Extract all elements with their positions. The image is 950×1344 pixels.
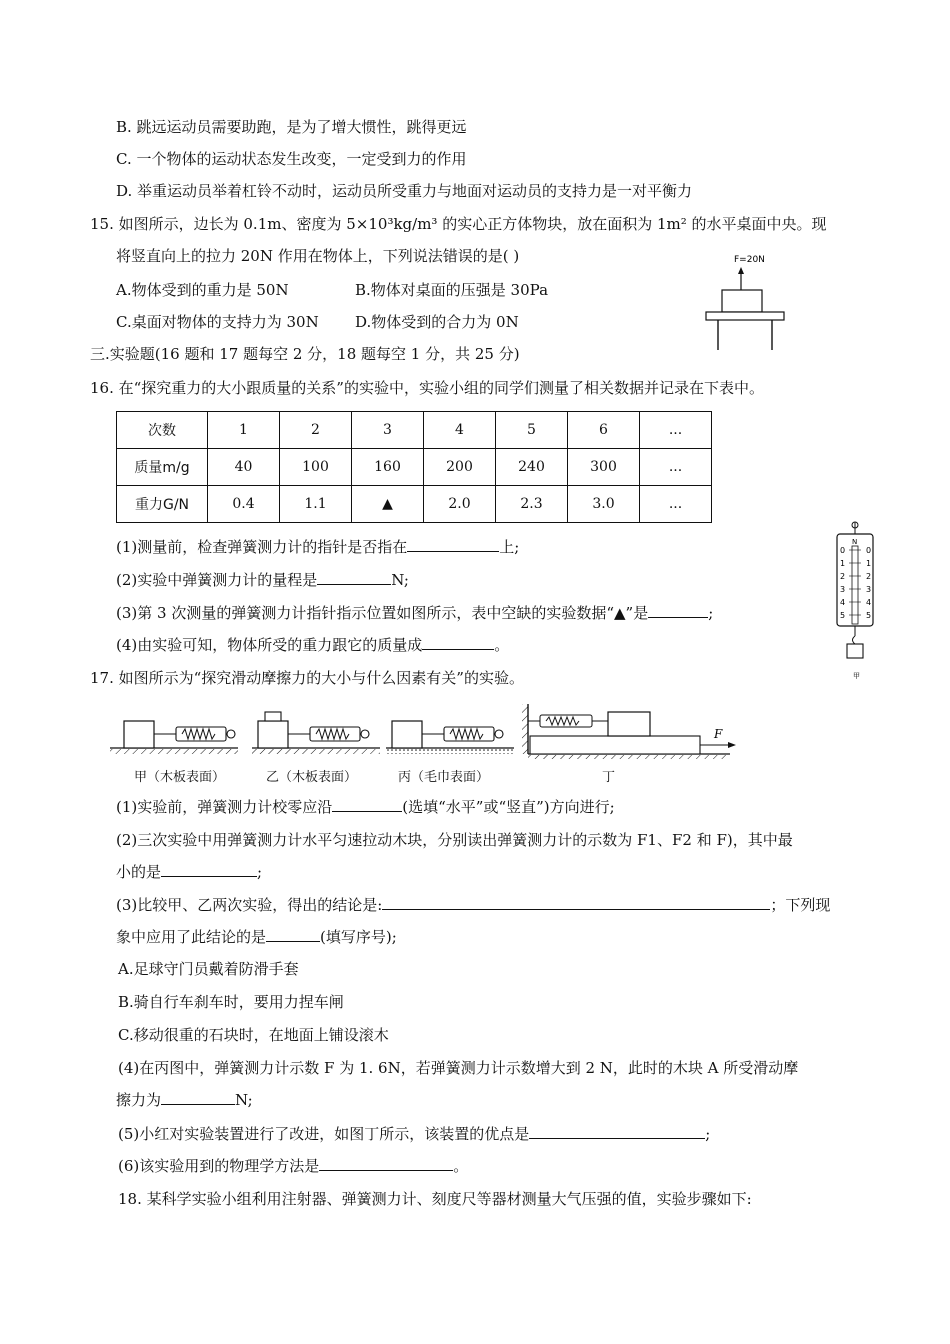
meter-tick-label-left: 1	[840, 559, 846, 568]
q17-sub4a: (4)在丙图中，弹簧测力计示数 F 为 1. 6N，若弹簧测力计示数增大到 2 N，此时的木块 A 所受滑动摩	[118, 1059, 799, 1077]
answer-blank[interactable]	[529, 1124, 705, 1139]
meter-tick-label-right: 4	[866, 598, 872, 607]
table-cell: ...	[640, 412, 712, 449]
q17-option-a: A.足球守门员戴着防滑手套	[118, 960, 299, 978]
table-cell: 4	[424, 412, 496, 449]
q17-sub5	[118, 1124, 710, 1144]
q17-sub3a-text: (3)比较甲、乙两次实验，得出的结论是:	[116, 896, 383, 914]
answer-blank[interactable]	[266, 927, 320, 942]
meter-tick-label-right: 2	[866, 572, 872, 581]
table-cell: ▲	[352, 486, 424, 523]
q16-meter-unit: N	[852, 538, 858, 546]
table-cell: ...	[640, 449, 712, 486]
answer-blank[interactable]	[161, 1090, 235, 1105]
meter-tick-label-left: 0	[840, 546, 846, 555]
table-cell: 2	[280, 412, 352, 449]
table-cell: 1.1	[280, 486, 352, 523]
q15-option-a: A.物体受到的重力是 50N	[116, 281, 289, 299]
q16-data-table	[116, 411, 712, 523]
q17-sub2b-text: 小的是	[116, 863, 162, 881]
answer-blank[interactable]	[332, 797, 402, 812]
table-cell: 2.3	[496, 486, 568, 523]
q16-sub3-text: (3)第 3 次测量的弹簧测力计指针指示位置如图所示，表中空缺的实验数据“▲”是	[116, 604, 649, 622]
q16-sub4-end: 。	[494, 636, 510, 654]
q17-sub5-end: ;	[705, 1125, 711, 1143]
table-cell: 240	[496, 449, 568, 486]
table-cell: 5	[496, 412, 568, 449]
q17-sub1-end: (选填“水平”或“竖直”)方向进行;	[402, 798, 615, 816]
table-cell: 1	[208, 412, 280, 449]
q16-meter-caption: 甲	[853, 672, 860, 680]
q15-stem-line1: 15. 如图所示，边长为 0.1m、密度为 5×10³kg/m³ 的实心正方体物块，放在面积为 1m² 的水平桌面中央。现	[90, 215, 827, 233]
meter-tick-label-right: 3	[866, 585, 872, 594]
answer-blank[interactable]	[382, 895, 770, 910]
q17-sub4b-text: 擦力为	[116, 1091, 162, 1109]
q16-sub1	[116, 537, 519, 557]
q16-sub4	[116, 635, 509, 655]
table-cell: 300	[568, 449, 640, 486]
q17-stem: 17. 如图所示为“探究滑动摩擦力的大小与什么因素有关”的实验。	[90, 669, 524, 687]
table-row	[117, 449, 712, 486]
q17-sub3a-end: ；下列现	[770, 896, 831, 914]
fig-label-ding: 丁	[602, 770, 616, 785]
q17-sub5-text: (5)小红对实验装置进行了改进，如图丁所示，该装置的优点是	[118, 1125, 530, 1143]
q16-sub1-text: (1)测量前，检查弹簧测力计的指针是否指在	[116, 538, 408, 556]
q17-option-c: C.移动很重的石块时，在地面上铺设滚木	[118, 1026, 389, 1044]
q16-sub3	[116, 603, 713, 623]
q16-sub2	[116, 570, 409, 590]
table-cell: 40	[208, 449, 280, 486]
q17-sub1-text: (1)实验前，弹簧测力计校零应沿	[116, 798, 333, 816]
table-cell: 3.0	[568, 486, 640, 523]
meter-tick-label-right: 0	[866, 546, 872, 555]
q15-force-label: F=20N	[734, 255, 765, 265]
q17-sub3b-end: (填写序号);	[320, 928, 397, 946]
q17-sub2b	[116, 862, 262, 882]
q16-sub3-end: ;	[708, 604, 714, 622]
answer-blank[interactable]	[317, 570, 391, 585]
table-row	[117, 486, 712, 523]
q15-table-block-figure	[700, 250, 800, 360]
answer-blank[interactable]	[648, 603, 708, 618]
q17-sub6-text: (6)该实验用到的物理学方法是	[118, 1157, 320, 1175]
q17-sub4b	[116, 1090, 253, 1110]
section3-title: 三.实验题(16 题和 17 题每空 2 分，18 题每空 1 分，共 25 分)	[90, 345, 520, 363]
table-cell: 2.0	[424, 486, 496, 523]
q16-stem: 16. 在“探究重力的大小跟质量的关系”的实验中，实验小组的同学们测量了相关数据并记录在下表中。	[90, 379, 764, 397]
setup-yi	[252, 712, 380, 754]
table-cell: ...	[640, 486, 712, 523]
table-header-cell: 质量m/g	[117, 449, 208, 486]
fig-label-bing: 丙（毛巾表面）	[398, 770, 490, 785]
answer-blank[interactable]	[407, 537, 499, 552]
table-row	[117, 412, 712, 449]
meter-tick-label-left: 2	[840, 572, 846, 581]
setup-jia	[110, 721, 238, 754]
q17-sub3b-text: 象中应用了此结论的是	[116, 928, 267, 946]
q15-option-c: C.桌面对物体的支持力为 30N	[116, 313, 319, 331]
q15-option-d: D.物体受到的合力为 0N	[355, 313, 519, 331]
table-cell: 100	[280, 449, 352, 486]
meter-tick-label-left: 5	[840, 611, 846, 620]
table-header-cell: 次数	[117, 412, 208, 449]
meter-tick-label-right: 5	[866, 611, 872, 620]
q17-option-b: B.骑自行车刹车时，要用力捏车闸	[118, 993, 344, 1011]
q14-option-b: B. 跳远运动员需要助跑，是为了增大惯性，跳得更远	[116, 118, 467, 136]
q16-sub4-text: (4)由实验可知，物体所受的重力跟它的质量成	[116, 636, 423, 654]
q17-sub6	[118, 1156, 468, 1176]
q17-force-f: F	[714, 727, 723, 741]
q14-option-d: D. 举重运动员举着杠铃不动时，运动员所受重力与地面对运动员的支持力是一对平衡力	[116, 182, 693, 200]
meter-tick-label-right: 1	[866, 559, 872, 568]
q17-sub6-end: 。	[453, 1157, 469, 1175]
q14-option-c: C. 一个物体的运动状态发生改变，一定受到力的作用	[116, 150, 467, 168]
q17-friction-figures	[110, 700, 750, 772]
fig-label-jia: 甲（木板表面）	[134, 770, 226, 785]
answer-blank[interactable]	[319, 1156, 453, 1171]
table-cell: 6	[568, 412, 640, 449]
q16-sub1-end: 上;	[499, 538, 520, 556]
table-header-cell: 重力G/N	[117, 486, 208, 523]
setup-ding	[522, 704, 736, 759]
q15-option-b: B.物体对桌面的压强是 30Pa	[355, 281, 549, 299]
q18-stem: 18. 某科学实验小组利用注射器、弹簧测力计、刻度尺等器材测量大气压强的值，实验步骤如下:	[118, 1190, 752, 1208]
setup-bing	[386, 721, 514, 754]
table-cell: 200	[424, 449, 496, 486]
table-cell: 3	[352, 412, 424, 449]
q16-spring-scale-figure	[830, 520, 880, 680]
q16-sub2-text: (2)实验中弹簧测力计的量程是	[116, 571, 318, 589]
q17-sub1	[116, 797, 615, 817]
answer-blank[interactable]	[161, 862, 257, 877]
meter-tick-label-left: 3	[840, 585, 846, 594]
q16-sub2-end: N;	[391, 571, 409, 589]
q17-sub2b-end: ;	[257, 863, 263, 881]
meter-tick-label-left: 4	[840, 598, 846, 607]
table-cell: 160	[352, 449, 424, 486]
table-cell: 0.4	[208, 486, 280, 523]
q15-stem-line2: 将竖直向上的拉力 20N 作用在物体上，下列说法错误的是( )	[116, 247, 520, 265]
q17-sub2a: (2)三次实验中用弹簧测力计水平匀速拉动木块，分别读出弹簧测力计的示数为 F1、F2 和 F)，其中最	[116, 831, 793, 849]
q17-sub4b-end: N;	[235, 1091, 253, 1109]
answer-blank[interactable]	[422, 635, 494, 650]
fig-label-yi: 乙（木板表面）	[266, 770, 358, 785]
q17-sub3a	[116, 895, 830, 915]
q17-sub3b	[116, 927, 397, 947]
